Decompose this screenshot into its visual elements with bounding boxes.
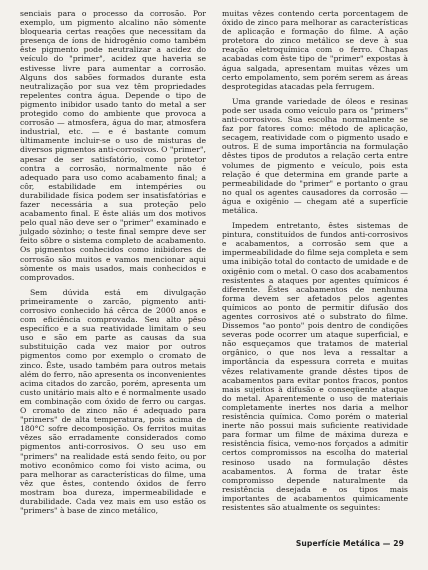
text-columns [20, 9, 408, 515]
right-column [222, 9, 408, 515]
paragraph: senciais para o processo da corrosão. Por exemplo, um pigmento alcalino não sòmente bloquearia certas reações que necessitam da presença de íons de hidrogênio como também êste pigmento pode neutralizar a acidez do veículo do "primer", acidez que haveria se estivesse livre para aumentar a corrosão. Alguns dos sabões formados durante esta neutralização por sua vez têm propriedades repelentes contra água. Depende o tipo de pigmento inibidor usado tanto do metal a ser protegido como do ambiente que provoca a corrosão — atmosfera, água do mar, atmosfera industrial, etc. — e é bastante comum ùltimamente incluir-se o uso de misturas de diversos pigmentos anti-corrosivos. O "primer", apesar de ser satisfatório, como protetor contra a corrosão, normalmente não é adequado para uso como acabamento final; a côr, estabilidade em intempéries ou durabilidade física podem ser insatisfatórias e fazer necessária a sua proteção pelo acabamento final. E êste aliás um dos motivos pelo qual não deve ser o "primer" examinado e julgado sòzinho; o teste final sempre deve ser feito sôbre o sistema completo de acabamento. Os pigmentos conhecidos como inibidores de corrosão são muitos e vamos mencionar aqui sòmente os mais usados, mais conhecidos e comprovados. [20, 9, 206, 282]
page-footer: Superfície Metálica — 29 [295, 539, 404, 548]
left-column [20, 9, 206, 515]
paragraph: Sem dúvida está em divulgação primeiramente o zarcão, pigmento anti-corrosivo conhecido há cêrca de 2000 anos e com eficiência comprovada. Seu alto pêso específico e a sua reatividade limitam o seu uso e são em parte as causas da sua substituição cada vez maior por outros pigmentos como por exemplo o cromato de zinco. Êste, usado também para outros metais além do ferro, não apresenta os inconvenientes acima citados do zarcão, porém, apresenta um custo unitário mais alto e é normalmente usado em combinação com óxido de ferro ou cargas. O cromato de zinco não é adequado para "primers" de alta temperatura, pois acima de 180°C sofre decomposição. Os ferritos muitas vêzes são erradamente considerados como pigmentos anti-corrosivos. O seu uso em "primers" na realidade está sendo feito, ou por motivo econômico como foi visto acima, ou para melhorar as características do filme, uma vêz que êstes, contendo óxidos de ferro mostram boa dureza, impermeabilidade e durabilidade. Cada vez mais em uso estão os "primers" à base de zinco metálico, [20, 287, 206, 516]
paragraph: Uma grande variedade de óleos e resinas pode ser usada como veículo para os "primers" anti-corrosivos. Sua escolha normalmente se faz por fatores como: método de aplicação, secagem, reatividade com o pigmento usado e outros. E de suma importância na formulação dêstes tipos de produtos a relação certa entre volumes de pigmento e veículo, pois esta relação é que determina em grande parte a permeabilidade do "primer" e portanto o grau no qual os agentes causadores da corrosão — água e oxigênio — chegam até a superfície metálica. [222, 96, 408, 215]
paragraph: Impedem entretanto, êstes sistemas de pintura, constituídos de fundos anti-corrosivos e acabamentos, a corrosão sem que a impermeabilidade do filme seja completa e sem uma inibição total do contacto de umidade e de oxigênio com o metal. O caso dos acabamentos resistentes a ataques por agentes químicos é diferente. Êstes acabamentos de nenhuma forma devem ser afetados pelos agentes químicos ao ponto de permitir difusão dos agentes corrosivos até o substrato do filme. Dissemos "ao ponto" pois dentro de condições severas pode ocorrer um ataque superficial, e não esqueçamos que tratamos de material orgânico, o que nos leva a ressaltar a importância da espessura correta e muitas vêzes relativamente grande dêstes tipos de acabamentos para evitar pontos fracos, pontos mais sujeitos à difusão e conseqüente ataque do metal. Aparentemente o uso de materiais completamente inertes nos daria a melhor resistência química. Como porém o material inerte não possui mais suficiente reatividade para formar um filme de máxima dureza e resistência física, vemo-nos forçados a admitir certos compromissos na escolha do material resinoso usado na formulação dêstes acabamentos. A forma de tratar êste compromisso depende naturalmente da resistência desejada e os tipos mais importantes de acabamentos quìmicamente resistentes são atualmente os seguintes: [222, 221, 408, 512]
paragraph: muitas vêzes contendo certa porcentagem de óxido de zinco para melhorar as características de aplicação e formação do filme. A ação protetora do zinco metálico se deve à sua reação eletroquímica com o ferro. Chapas acabadas com êste tipo de "primer" expostas à água salgada, apresentam muitas vêzes um certo empolamento, sem porém serem as áreas desprotegidas atacadas pela ferrugem. [222, 9, 408, 91]
